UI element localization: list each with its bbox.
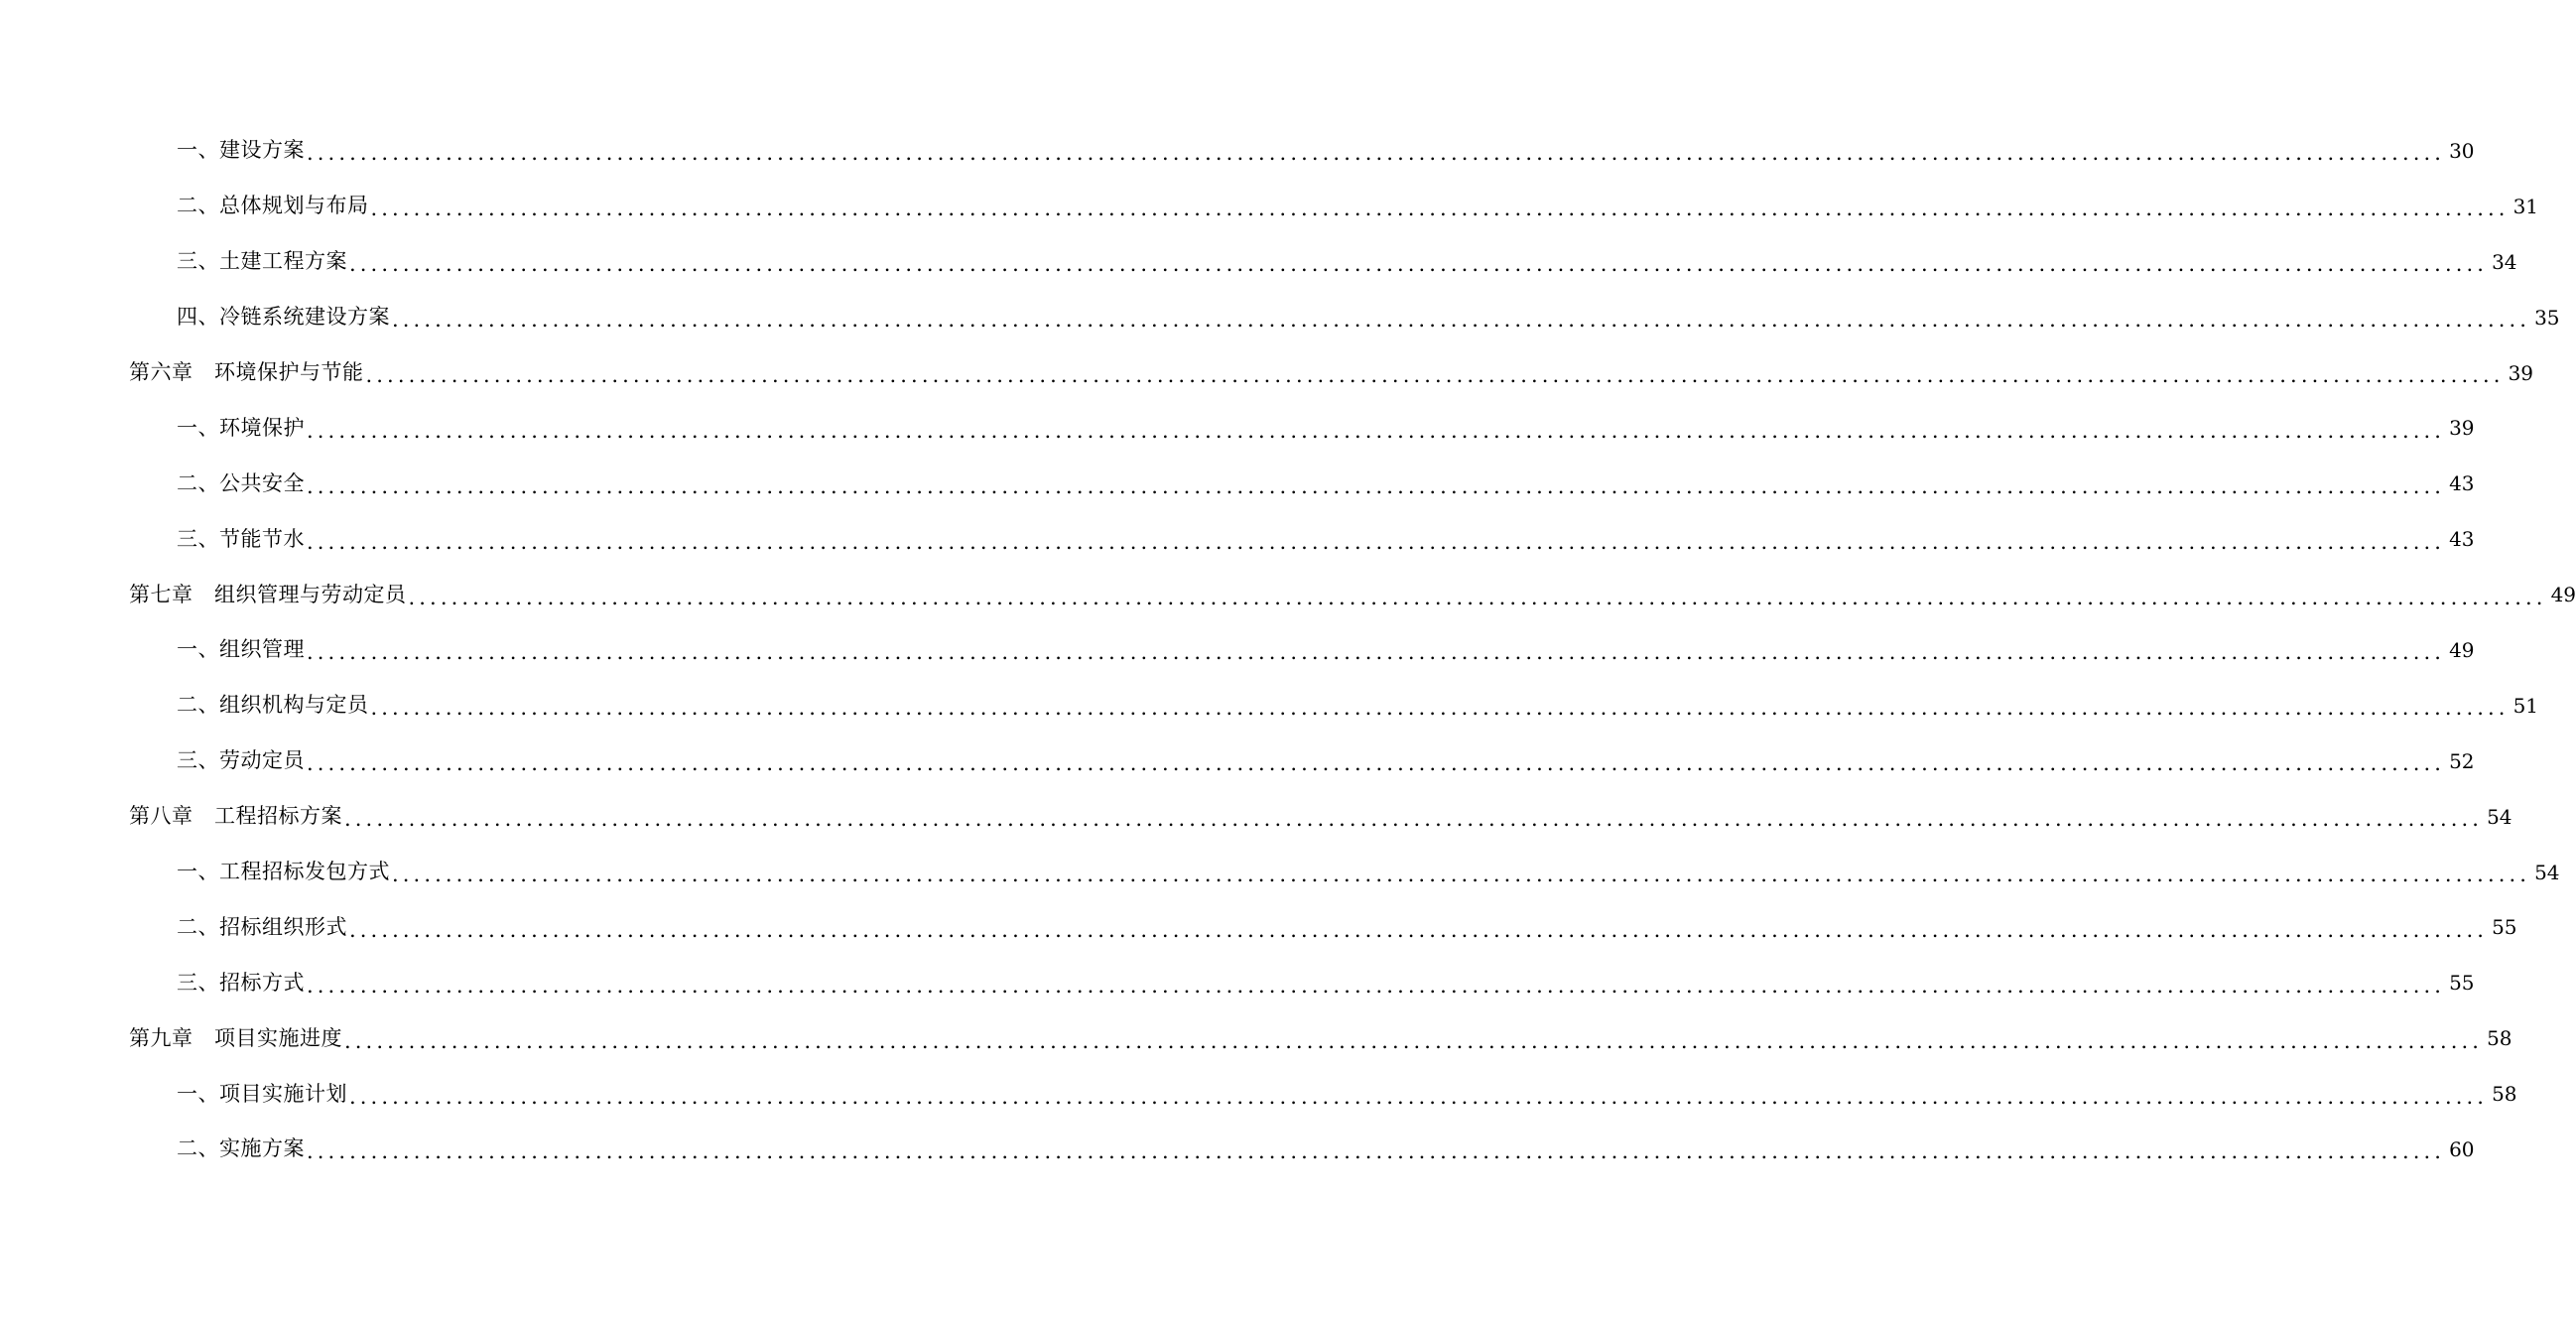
toc-dot-leader: ........................................................................................................................................................................................................ [365, 363, 2505, 387]
toc-dot-leader: ........................................................................................................................................................................................................ [307, 473, 2446, 498]
toc-page-number: 54 [2534, 860, 2560, 884]
toc-page-number: 60 [2449, 1136, 2475, 1161]
toc-section-entry[interactable] [0, 400, 2475, 456]
toc-page-number: 39 [2508, 360, 2534, 385]
toc-page-number: 31 [2512, 194, 2539, 218]
toc-dot-leader: ........................................................................................................................................................................................................ [307, 529, 2446, 554]
toc-dot-leader: ........................................................................................................................................................................................................ [349, 252, 2489, 277]
toc-dot-leader: ........................................................................................................................................................................................................ [307, 640, 2446, 665]
toc-entry-label: 三、土建工程方案 [177, 249, 347, 274]
toc-page-number: 58 [2487, 1026, 2512, 1051]
toc-dot-leader: ........................................................................................................................................................................................................ [392, 308, 2531, 333]
table-of-contents [0, 123, 2576, 1177]
toc-dot-leader: ........................................................................................................................................................................................................ [370, 696, 2510, 721]
toc-entry-label: 第九章 项目实施进度 [129, 1025, 342, 1050]
toc-dot-leader: ........................................................................................................................................................................................................ [349, 917, 2489, 942]
toc-page-number: 35 [2534, 305, 2560, 330]
toc-section-entry[interactable] [0, 234, 2517, 290]
toc-chapter-entry[interactable] [0, 1010, 2512, 1066]
toc-dot-leader: ........................................................................................................................................................................................................ [370, 197, 2510, 221]
toc-section-entry[interactable] [0, 734, 2475, 789]
toc-section-entry[interactable] [0, 179, 2539, 234]
toc-page-number: 43 [2449, 527, 2475, 552]
toc-section-entry[interactable] [0, 955, 2475, 1010]
toc-dot-leader: ........................................................................................................................................................................................................ [307, 973, 2446, 998]
toc-section-entry[interactable] [0, 678, 2539, 734]
toc-entry-label: 第八章 工程招标方案 [129, 804, 342, 829]
toc-dot-leader: ........................................................................................................................................................................................................ [307, 1139, 2446, 1164]
toc-entry-label: 三、劳动定员 [177, 748, 305, 773]
toc-dot-leader: ........................................................................................................................................................................................................ [408, 585, 2547, 609]
toc-section-entry[interactable] [0, 511, 2475, 567]
toc-entry-label: 一、建设方案 [177, 138, 305, 163]
toc-section-entry[interactable] [0, 290, 2560, 345]
toc-entry-label: 二、招标组织形式 [177, 914, 347, 939]
toc-entry-label: 三、招标方式 [177, 970, 305, 995]
toc-entry-label: 二、组织机构与定员 [177, 693, 369, 718]
toc-entry-label: 二、总体规划与布局 [177, 194, 369, 218]
toc-section-entry[interactable] [0, 456, 2475, 511]
toc-section-entry[interactable] [0, 1066, 2517, 1122]
toc-page-number: 51 [2512, 693, 2539, 718]
toc-entry-label: 一、工程招标发包方式 [177, 860, 390, 884]
toc-chapter-entry[interactable] [0, 789, 2512, 845]
toc-section-entry[interactable] [0, 1122, 2475, 1177]
toc-chapter-entry[interactable] [0, 567, 2576, 622]
toc-page-number: 30 [2449, 138, 2475, 163]
toc-section-entry[interactable] [0, 899, 2517, 955]
toc-page-number: 49 [2550, 583, 2576, 607]
toc-entry-label: 二、公共安全 [177, 470, 305, 495]
toc-section-entry[interactable] [0, 622, 2475, 678]
toc-page-number: 43 [2449, 471, 2475, 496]
toc-entry-label: 第六章 环境保护与节能 [129, 360, 364, 384]
toc-page-number: 55 [2449, 971, 2475, 996]
toc-section-entry[interactable] [0, 123, 2475, 179]
toc-page-number: 34 [2492, 249, 2517, 274]
toc-dot-leader: ........................................................................................................................................................................................................ [392, 863, 2531, 887]
toc-dot-leader: ........................................................................................................................................................................................................ [344, 1028, 2484, 1053]
toc-page-number: 52 [2449, 748, 2475, 773]
toc-entry-label: 一、组织管理 [177, 637, 305, 662]
toc-dot-leader: ........................................................................................................................................................................................................ [307, 141, 2446, 166]
toc-page-number: 55 [2492, 915, 2517, 940]
toc-entry-label: 第七章 组织管理与劳动定员 [129, 582, 407, 606]
toc-section-entry[interactable] [0, 845, 2560, 900]
toc-page-number: 54 [2487, 804, 2512, 829]
toc-entry-label: 二、实施方案 [177, 1136, 305, 1161]
toc-page-number: 39 [2449, 416, 2475, 441]
toc-dot-leader: ........................................................................................................................................................................................................ [344, 807, 2484, 832]
toc-entry-label: 四、冷链系统建设方案 [177, 305, 390, 330]
toc-entry-label: 一、环境保护 [177, 415, 305, 440]
toc-dot-leader: ........................................................................................................................................................................................................ [349, 1084, 2489, 1109]
toc-dot-leader: ........................................................................................................................................................................................................ [307, 418, 2446, 443]
toc-chapter-entry[interactable] [0, 345, 2534, 401]
toc-page-number: 58 [2492, 1082, 2517, 1107]
toc-entry-label: 三、节能节水 [177, 526, 305, 551]
toc-dot-leader: ........................................................................................................................................................................................................ [307, 751, 2446, 776]
toc-entry-label: 一、项目实施计划 [177, 1081, 347, 1106]
toc-page-number: 49 [2449, 637, 2475, 662]
